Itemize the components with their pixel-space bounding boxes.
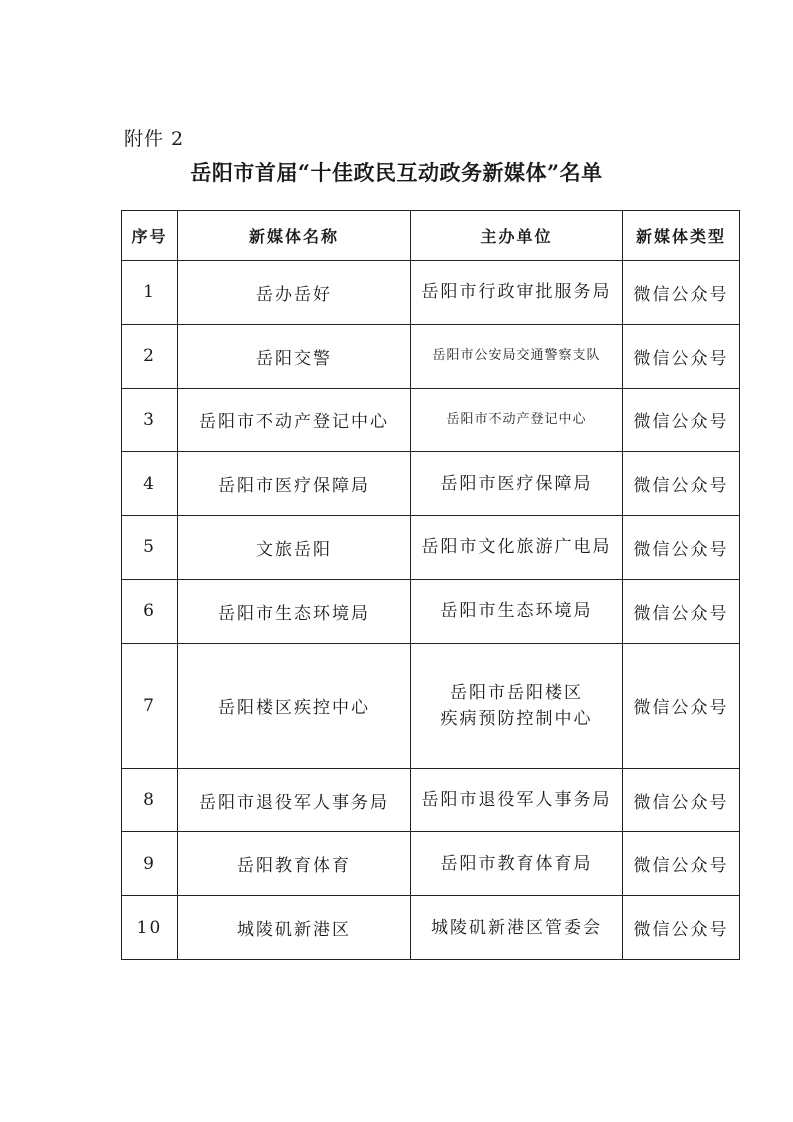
table-row	[122, 832, 740, 896]
host-unit-line: 岳阳市岳阳楼区	[450, 682, 583, 703]
row-index: 10	[122, 896, 178, 960]
host-unit	[411, 452, 623, 516]
row-index: 2	[122, 324, 178, 388]
host-unit	[411, 516, 623, 580]
row-index: 3	[122, 388, 178, 452]
table-row	[122, 643, 740, 768]
header-media-name: 新媒体名称	[178, 211, 411, 261]
host-unit-line: 岳阳市医疗保障局	[440, 473, 593, 494]
row-index: 1	[122, 261, 178, 325]
media-type: 微信公众号	[623, 516, 740, 580]
table-header-row	[122, 211, 740, 261]
host-unit	[411, 832, 623, 896]
host-unit-line: 岳阳市不动产登记中心	[446, 411, 587, 427]
media-name: 岳阳市退役军人事务局	[178, 768, 411, 832]
host-unit	[411, 324, 623, 388]
media-type: 微信公众号	[623, 896, 740, 960]
media-type: 微信公众号	[623, 832, 740, 896]
media-list-table	[121, 210, 740, 960]
table-row	[122, 896, 740, 960]
host-unit-line: 岳阳市教育体育局	[440, 853, 593, 874]
media-name: 岳阳教育体育	[178, 832, 411, 896]
media-type: 微信公众号	[623, 643, 740, 768]
table-row	[122, 452, 740, 516]
media-type: 微信公众号	[623, 579, 740, 643]
host-unit-line: 岳阳市公安局交通警察支队	[432, 348, 601, 364]
host-unit-line: 岳阳市退役军人事务局	[421, 790, 612, 811]
media-name: 城陵矶新港区	[178, 896, 411, 960]
media-type: 微信公众号	[623, 452, 740, 516]
table-row	[122, 324, 740, 388]
document-title: 岳阳市首届“十佳政民互动政务新媒体”名单	[190, 160, 603, 185]
header-media-type: 新媒体类型	[623, 211, 740, 261]
host-unit-line: 岳阳市生态环境局	[440, 601, 593, 622]
header-index: 序号	[122, 211, 178, 261]
host-unit	[411, 261, 623, 325]
media-type: 微信公众号	[623, 388, 740, 452]
media-type: 微信公众号	[623, 324, 740, 388]
media-name: 岳阳市医疗保障局	[178, 452, 411, 516]
row-index: 9	[122, 832, 178, 896]
host-unit-line: 疾病预防控制中心	[440, 708, 593, 729]
media-name: 岳阳市生态环境局	[178, 579, 411, 643]
table-row	[122, 516, 740, 580]
host-unit	[411, 896, 623, 960]
row-index: 4	[122, 452, 178, 516]
row-index: 8	[122, 768, 178, 832]
header-host-unit: 主办单位	[411, 211, 623, 261]
media-name: 岳阳市不动产登记中心	[178, 388, 411, 452]
host-unit-line: 岳阳市行政审批服务局	[421, 282, 612, 303]
media-name: 文旅岳阳	[178, 516, 411, 580]
media-name: 岳阳交警	[178, 324, 411, 388]
table-row	[122, 579, 740, 643]
table-row	[122, 261, 740, 325]
host-unit-line: 岳阳市文化旅游广电局	[421, 537, 612, 558]
host-unit	[411, 768, 623, 832]
media-name: 岳阳楼区疾控中心	[178, 643, 411, 768]
row-index: 6	[122, 579, 178, 643]
row-index: 5	[122, 516, 178, 580]
row-index: 7	[122, 643, 178, 768]
media-type: 微信公众号	[623, 768, 740, 832]
media-type: 微信公众号	[623, 261, 740, 325]
table-row	[122, 768, 740, 832]
table-row	[122, 388, 740, 452]
host-unit	[411, 579, 623, 643]
host-unit	[411, 388, 623, 452]
host-unit	[411, 643, 623, 768]
media-name: 岳办岳好	[178, 261, 411, 325]
table-body	[122, 261, 740, 960]
attachment-label: 附件 2	[124, 128, 185, 150]
host-unit-line: 城陵矶新港区管委会	[431, 917, 602, 938]
